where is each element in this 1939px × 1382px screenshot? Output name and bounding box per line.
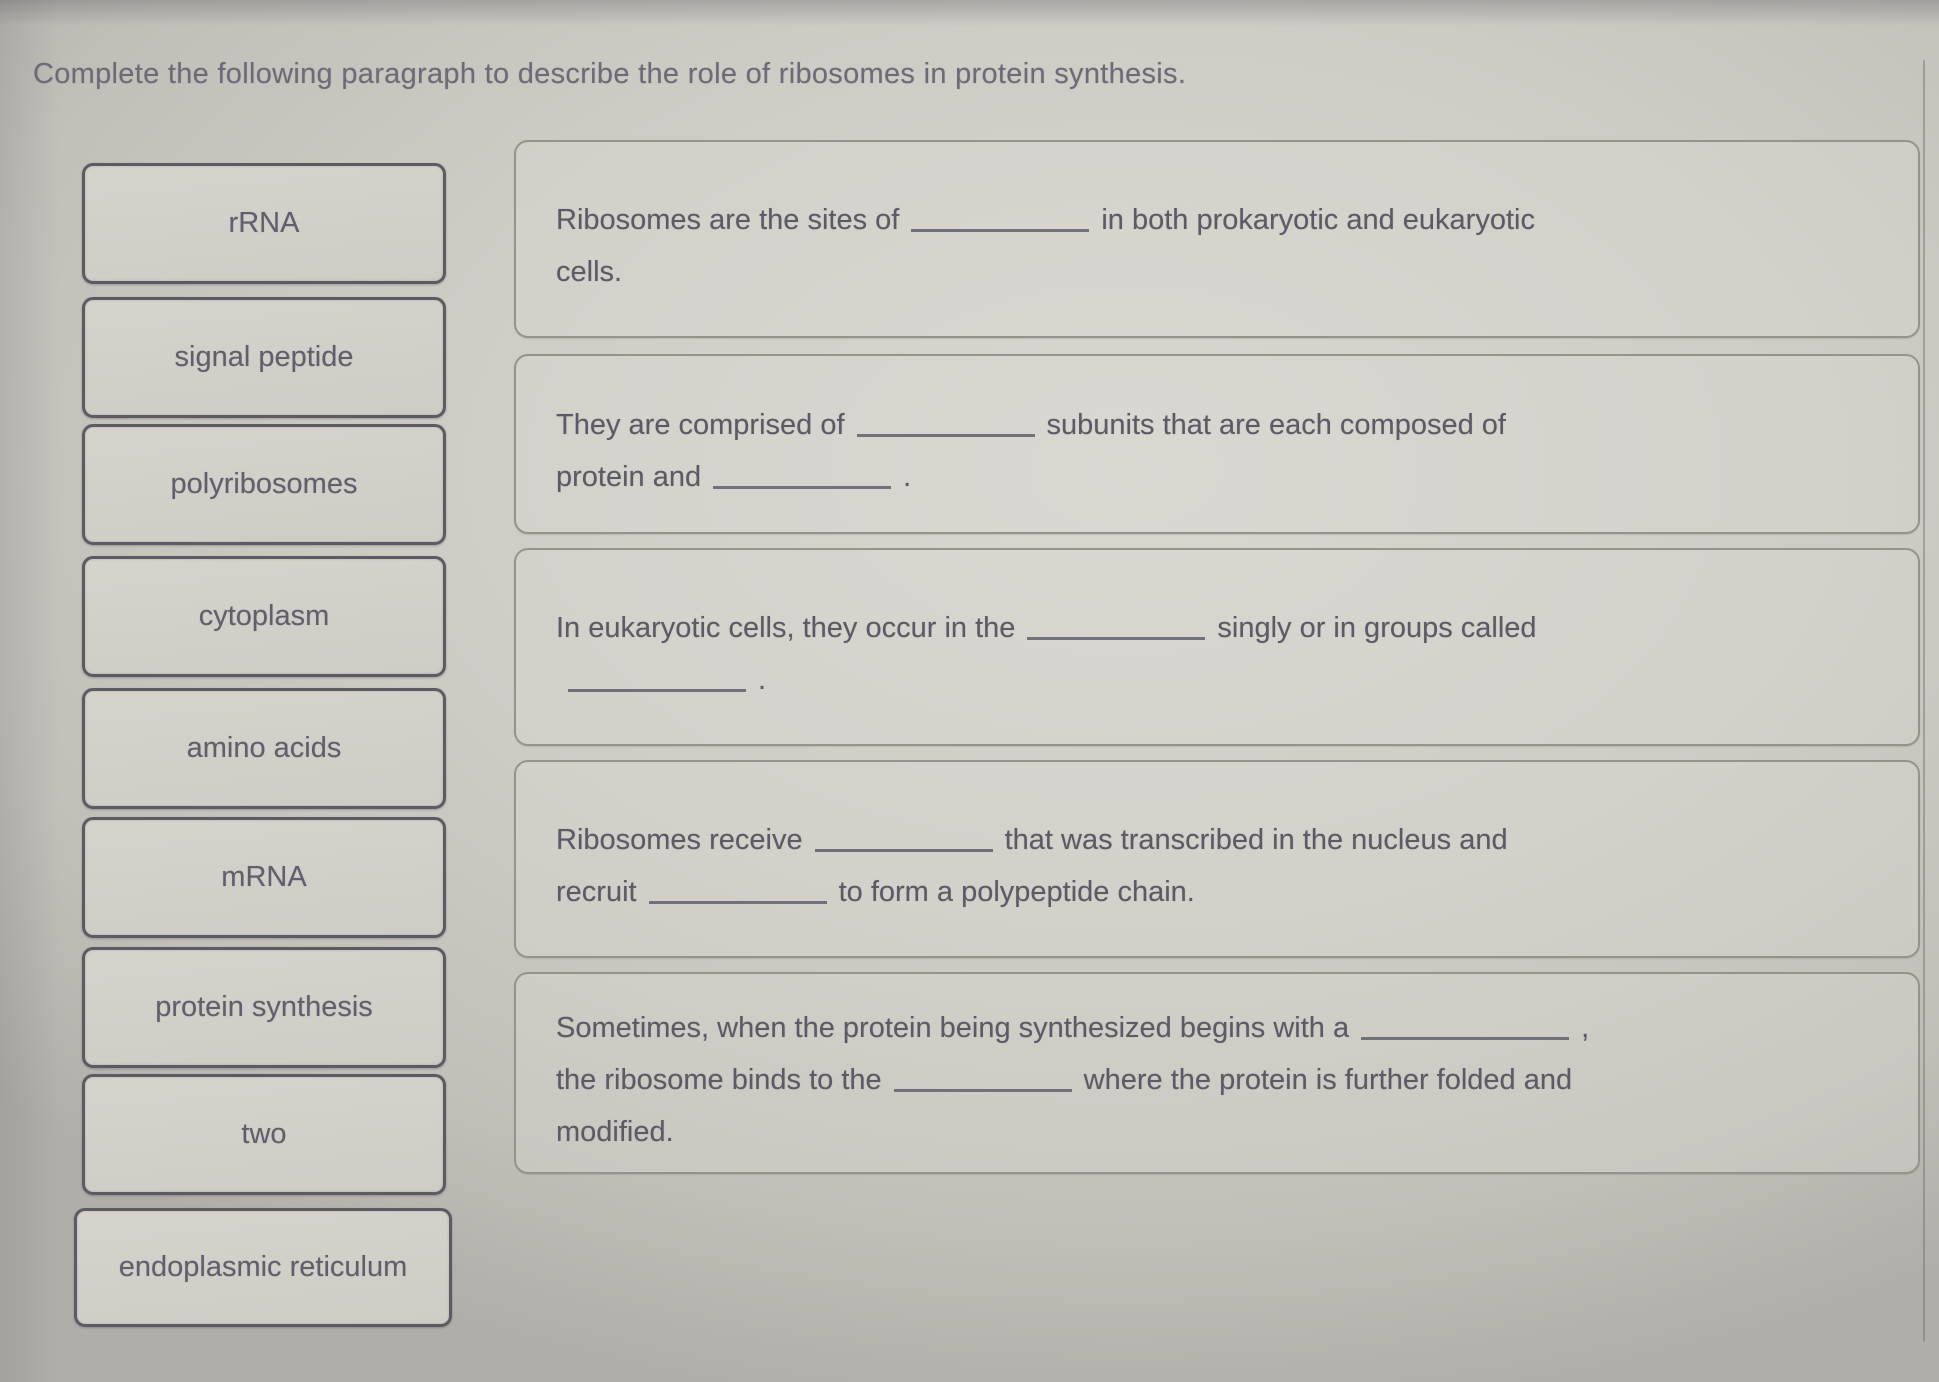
blank-slot[interactable] — [815, 820, 993, 852]
paragraph-text-segment: where the protein is further folded and — [1083, 1063, 1573, 1096]
paragraph-text-segment: modified. — [556, 1116, 674, 1149]
blank-slot[interactable] — [1027, 608, 1205, 640]
word-tile-label: protein synthesis — [155, 991, 373, 1023]
paragraph-box-2 — [514, 354, 1920, 534]
paragraph-box-3 — [514, 548, 1920, 746]
paragraph-text-segment: . — [903, 461, 912, 493]
blank-slot[interactable] — [857, 405, 1035, 437]
blank-slot[interactable] — [911, 200, 1089, 232]
blank-slot[interactable] — [568, 660, 746, 692]
paragraph-text — [556, 602, 1872, 706]
word-tile-label: mRNA — [221, 861, 307, 893]
word-tile-label: cytoplasm — [198, 600, 330, 632]
page-title: Complete the following paragraph to describe the role of ribosomes in protein synthesis. — [33, 58, 1187, 90]
word-tile-label: amino acids — [186, 732, 342, 764]
paragraph-text — [556, 814, 1872, 918]
blank-slot[interactable] — [649, 872, 827, 904]
blank-slot[interactable] — [894, 1060, 1072, 1092]
paragraph-box-5 — [514, 972, 1920, 1174]
paragraph-text — [556, 194, 1872, 298]
paragraph-box-1 — [514, 140, 1920, 338]
word-tile-label: two — [241, 1118, 287, 1150]
paragraph-text-segment: Sometimes, when the protein being synthesized begins with a — [556, 1011, 1350, 1044]
paragraph-text-segment: Ribosomes are the sites of — [556, 203, 900, 236]
blank-slot[interactable] — [713, 457, 891, 489]
paragraph-text-segment: the ribosome binds to the — [556, 1063, 882, 1096]
paragraph-text-segment: , — [1581, 1011, 1590, 1044]
paragraph-text-segment: in both prokaryotic and eukaryotic — [1101, 203, 1535, 236]
paragraph-text-segment: singly or in groups called — [1217, 611, 1537, 644]
paragraph-text-segment: subunits that are each composed of — [1046, 408, 1506, 441]
paragraph-text-segment: to form a polypeptide chain. — [838, 876, 1195, 908]
word-tile-label: polyribosomes — [170, 468, 358, 500]
paragraph-text-segment: They are comprised of — [556, 408, 845, 441]
blank-slot[interactable] — [1361, 1008, 1569, 1040]
paragraph-text-segment: cells. — [556, 256, 623, 288]
paragraph-text — [556, 1002, 1872, 1159]
word-tile-label: rRNA — [228, 207, 300, 239]
word-tile-label: signal peptide — [174, 341, 354, 373]
paragraph-text-segment: Ribosomes receive — [556, 823, 803, 856]
word-tile-label: endoplasmic reticulum — [118, 1251, 408, 1283]
paragraph-box-4 — [514, 760, 1920, 958]
paragraph-text-segment: . — [758, 664, 767, 696]
paragraph-text-segment: In eukaryotic cells, they occur in the — [556, 611, 1016, 644]
paragraph-text-segment: that was transcribed in the nucleus and — [1004, 823, 1508, 856]
paragraph-text-segment: protein and — [556, 461, 702, 493]
paragraph-text-segment: recruit — [556, 876, 637, 908]
paragraph-text — [556, 399, 1872, 503]
